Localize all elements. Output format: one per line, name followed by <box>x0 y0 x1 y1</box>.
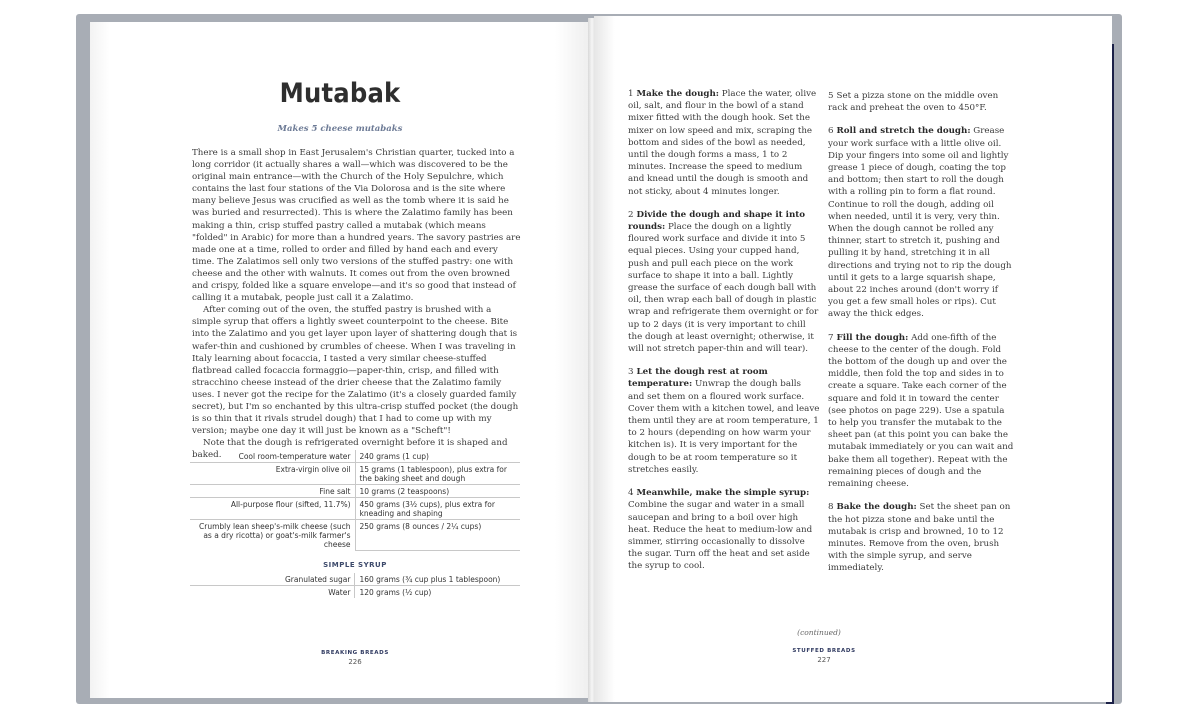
ingredient-name: All-purpose flour (sifted, 11.7%) <box>190 498 355 520</box>
step <box>828 501 1014 574</box>
ingredient-quantity: 240 grams (1 cup) <box>355 450 520 463</box>
continued-note: (continued) <box>797 628 841 637</box>
step <box>628 366 820 476</box>
step-number: 3 <box>628 367 634 378</box>
ingredient-name: Cool room-temperature water <box>190 450 355 463</box>
intro-paragraph: Note that the dough is refrigerated overnight before it is shaped and baked. <box>192 438 508 461</box>
ingredient-name: Extra-virgin olive oil <box>190 463 355 485</box>
step-heading: Meanwhile, make the simple syrup: <box>636 488 810 499</box>
intro-paragraph: There is a small shop in East Jerusalem's Christian quarter, tucked into a long corridor (it actually shares a wall—which was discovered to be the original main entrance—with the Church of the Holy Sepulchre, which contains the last four stations of the Via Dolorosa and is the site where many believe Jesus was crucified as well as the tomb where it is said he was buried and resurrected). This is where the Zalatimo family has been making a thin, crisp stuffed pastry called a mutabak (which means "folded" in Arabic) for more than a hundred years. The savory pastries are made one at a time, rolled to order and filled by hand each and every time. The Zalatimos sell only two versions of the stuffed pastry: one with cheese and the other with walnuts. It comes out from the oven browned and crispy, folded like a square envelope—and it's so good that instead of calling it a mutabak, people just call it a Zalatimo. <box>192 148 521 304</box>
steps-column-2 <box>828 90 1014 586</box>
step-heading: Fill the dough: <box>836 332 909 343</box>
ingredient-row <box>190 450 520 463</box>
step <box>828 90 1014 114</box>
step-heading: Let the dough rest at room temperature: <box>628 367 768 390</box>
ingredient-row <box>190 463 520 485</box>
ingredient-quantity: 15 grams (1 tablespoon), plus extra for the baking sheet and dough <box>355 463 520 485</box>
right-page <box>594 16 1112 702</box>
step <box>628 487 820 572</box>
step-number: 5 <box>828 91 834 101</box>
ingredient-name: Crumbly lean sheep's-milk cheese (such as a dry ricotta) or goat's-milk farmer's cheese <box>190 520 355 551</box>
footer-label: STUFFED BREADS <box>792 648 856 654</box>
recipe-title: Mutabak <box>279 78 401 109</box>
step-body: Set a pizza stone on the middle oven rack and preheat the oven to 450°F. <box>828 91 999 114</box>
step <box>828 332 1014 491</box>
step <box>628 88 820 198</box>
ingredient-quantity: 10 grams (2 teaspoons) <box>355 485 520 498</box>
step-number: 6 <box>828 126 834 137</box>
left-page <box>90 22 590 698</box>
ingredient-quantity: 250 grams (8 ounces / 2¼ cups) <box>355 520 520 551</box>
steps-column-1 <box>628 88 820 584</box>
page-number: 226 <box>348 658 362 666</box>
syrup-table <box>190 573 520 598</box>
ingredients-table <box>190 450 520 551</box>
step-number: 1 <box>628 89 634 99</box>
ingredient-quantity: 450 grams (3½ cups), plus extra for kneading and shaping <box>355 498 520 520</box>
step-number: 4 <box>628 488 634 499</box>
ingredient-row <box>190 520 520 551</box>
step-heading: Bake the dough: <box>836 502 917 513</box>
ingredient-row <box>190 498 520 520</box>
syrup-heading: SIMPLE SYRUP <box>323 561 387 569</box>
step-body: Combine the sugar and water in a small saucepan and bring to a boil over high heat. Reduce the heat to medium-low and simmer, stirring occasionally to dissolve the sugar. Turn off the heat and set aside the syrup to cool. <box>628 500 813 572</box>
step-heading: Make the dough: <box>636 89 720 99</box>
intro-paragraph: After coming out of the oven, the stuffed pastry is brushed with a simple syrup that offers a lightly sweet counterpoint to the cheese. Bite into the Zalatimo and you get layer upon layer of shattering dough that is wafer-thin and cushioned by crumbles of cheese. When I was traveling in Italy learning about focaccia, I tasted a very similar cheese-stuffed flatbread called focaccia formaggio—paper-thin, crisp, and filled with stracchino cheese instead of the drier cheese that the Zalatimo family uses. I never got the recipe for the Zalatimo (it's a closely guarded family secret), but I'm so enchanted by this ultra-crisp stuffed pocket (the dough is so thin that it rivals strudel dough) that I had to come up with my version; maybe one day it will just be known as a "Scheft"! <box>192 305 519 437</box>
step-number: 2 <box>628 209 634 220</box>
step-body: Set the sheet pan on the hot pizza stone and bake until the mutabak is crisp and browned, 10 to 12 minutes. Remove from the oven, brush with the simple syrup, and serve immediately. <box>828 502 1011 574</box>
footer-label: BREAKING BREADS <box>321 650 389 656</box>
ingredient-row <box>190 485 520 498</box>
left-footer <box>290 650 420 666</box>
ingredient-row <box>190 573 520 586</box>
ingredient-row <box>190 586 520 599</box>
page-number: 227 <box>817 656 831 664</box>
intro-text <box>192 147 522 461</box>
right-footer <box>759 648 889 664</box>
step <box>828 125 1014 320</box>
step-body: Place the water, olive oil, salt, and flour in the bowl of a stand mixer fitted with the dough hook. Set the mixer on low speed and mix, scraping the bottom and sides of the bowl as needed, until the dough forms a mass, 1 to 2 minutes. Increase the speed to medium and knead until the dough is smooth and not sticky, about 4 minutes longer. <box>628 89 817 197</box>
step-body: Unwrap the dough balls and set them on a floured work surface. Cover them with a kitchen towel, and leave them until they are at room temperature, 1 to 2 hours (depending on how warm your kitchen is). It is very important for the dough to be at room temperature so it stretches easily. <box>628 379 820 475</box>
step <box>628 209 820 355</box>
ingredient-quantity: 160 grams (¾ cup plus 1 tablespoon) <box>355 573 520 586</box>
step-heading: Roll and stretch the dough: <box>836 126 971 137</box>
ingredient-name: Fine salt <box>190 485 355 498</box>
ingredient-quantity: 120 grams (½ cup) <box>359 587 432 597</box>
step-number: 8 <box>828 502 834 513</box>
ingredient-name: Granulated sugar <box>190 573 355 586</box>
step-body: Add one-fifth of the cheese to the center of the dough. Fold the bottom of the dough up and over the middle, then fold the top and sides in to create a square. Take each corner of the square and fold it in toward the center (see photos on page 229). Use a spatula to help you transfer the mutabak to the sheet pan (at this point you can bake the mutabak immediately or you can wait and bake them all together). Repeat with the remaining pieces of dough and the remaining cheese. <box>828 332 1014 490</box>
step-body: Place the dough on a lightly floured work surface and divide it into 5 equal pieces. Using your cupped hand, push and pull each piece on the work surface to shape it into a ball. Lightly grease the surface of each dough ball with oil, then wrap each ball of dough in plastic wrap and refrigerate them overnight or for up to 2 days (it is very important to chill the dough at least overnight; otherwise, it will not stretch paper-thin and will tear). <box>628 222 819 355</box>
recipe-yield: Makes 5 cheese mutabaks <box>277 124 403 134</box>
step-body: Grease your work surface with a little olive oil. Dip your fingers into some oil and lightly grease 1 piece of dough, coating the top and bottom; then start to roll the dough with a rolling pin to form a flat round. Continue to roll the dough, adding oil when needed, until it is very, very thin. When the dough cannot be rolled any thinner, start to stretch it, pushing and pulling it by hand, stretching it in all directions and trying not to rip the dough until it gets to a large squarish shape, about 22 inches around (don't worry if you get a few small holes or rips). Cut away the thick edges. <box>828 126 1012 320</box>
step-heading: Divide the dough and shape it into rounds: <box>628 209 806 233</box>
ingredient-name: Water <box>190 586 355 599</box>
step-number: 7 <box>828 332 834 343</box>
